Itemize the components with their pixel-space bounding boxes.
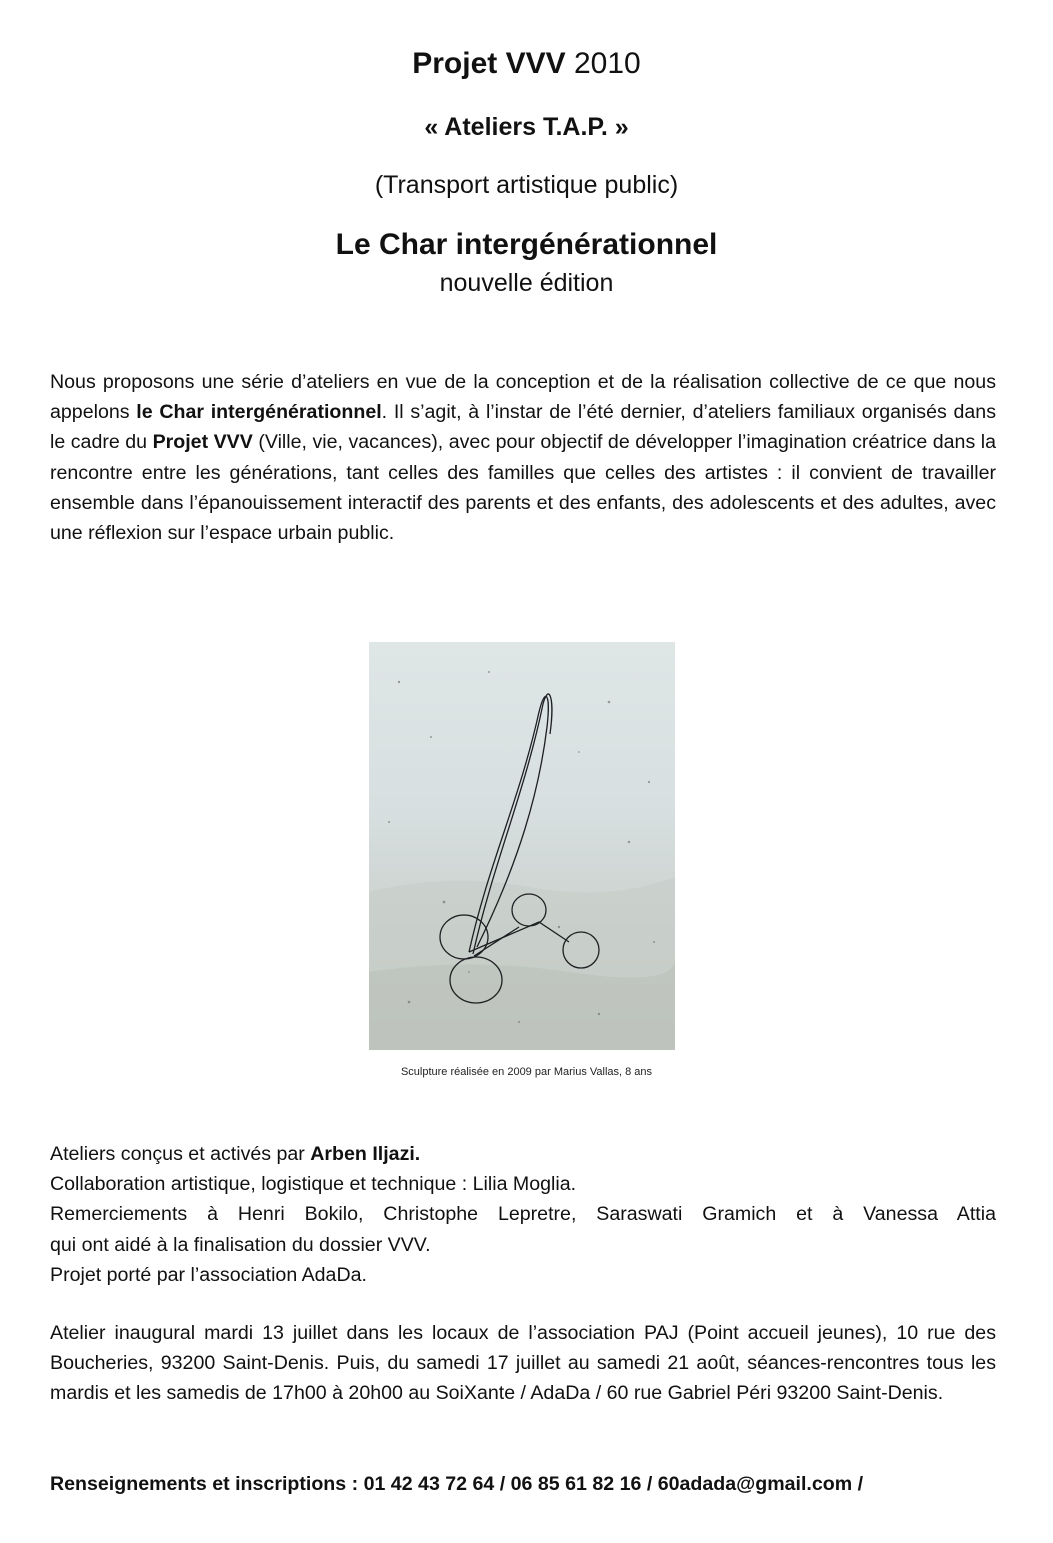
credits-designer-prefix: Ateliers conçus et activés par <box>50 1143 311 1165</box>
intro-bold-char: le Char intergénérationnel <box>136 401 382 424</box>
intro-text-2: . Il s’agit, à l’instar de l’été dernier, d’ateliers familiaux organisés dans le cadre du <box>50 401 996 454</box>
page-title <box>0 44 1053 84</box>
credits-line-designer <box>50 1139 996 1169</box>
credits-line-association: Projet porté par l’association AdaDa. <box>50 1263 367 1286</box>
credits-designer-name: Arben Iljazi. <box>310 1143 421 1165</box>
workshop-name: « Ateliers T.A.P. » <box>424 113 629 141</box>
wire-sculpture-drawing <box>369 642 675 1050</box>
contact-line: Renseignements et inscriptions : 01 42 43 72 64 / 06 85 61 82 16 / 60adada@gmail.com / <box>50 1473 864 1495</box>
schedule-paragraph: Atelier inaugural mardi 13 juillet dans les locaux de l’association PAJ (Point accueil jeunes), 10 rue des Boucheries, 93200 Saint-Denis. Puis, du samedi 17 juillet au samedi 21 août, séances-rencontres tous les mardis et les samedis de 17h00 à 20h00 au SoiXante / AdaDa / 60 rue Gabriel Péri 93200 Saint-Denis. <box>50 1322 996 1405</box>
workshop-expansion: (Transport artistique public) <box>374 171 679 199</box>
credits-block <box>50 1139 996 1290</box>
main-heading: Le Char intergénérationnel <box>335 228 718 261</box>
credits-line-collaboration: Collaboration artistique, logistique et technique : Lilia Moglia. <box>50 1173 577 1196</box>
credits-line-thanks-cont: qui ont aidé à la finalisation du dossier VVV. <box>50 1233 431 1256</box>
intro-bold-projet: Projet VVV <box>152 431 253 454</box>
sculpture-photo <box>369 642 675 1050</box>
intro-text-1: Nous proposons une série d’ateliers en vue de la conception et de la réalisation collective de ce que nous appelons <box>50 371 996 424</box>
page-title-year: 2010 <box>573 47 641 80</box>
photo-caption: Sculpture réalisée en 2009 par Marius Vallas, 8 ans <box>400 1066 653 1078</box>
edition-label: nouvelle édition <box>439 269 614 297</box>
intro-text-3: (Ville, vie, vacances), avec pour objectif de développer l’imagination créatrice dans la rencontre entre les générations, tant celles des familles que celles des artistes : il convient de travailler ensemble dans l’épanouissement interactif des parents et des enfants, des adolescents et des adultes, avec une réflexion sur l’espace urbain public. <box>50 431 996 545</box>
intro-paragraph <box>50 367 996 548</box>
credits-line-thanks: Remerciements à Henri Bokilo, Christophe Lepretre, Saraswati Gramich et à Vanessa Attia <box>50 1203 996 1226</box>
page-title-bold: Projet VVV <box>412 47 566 80</box>
